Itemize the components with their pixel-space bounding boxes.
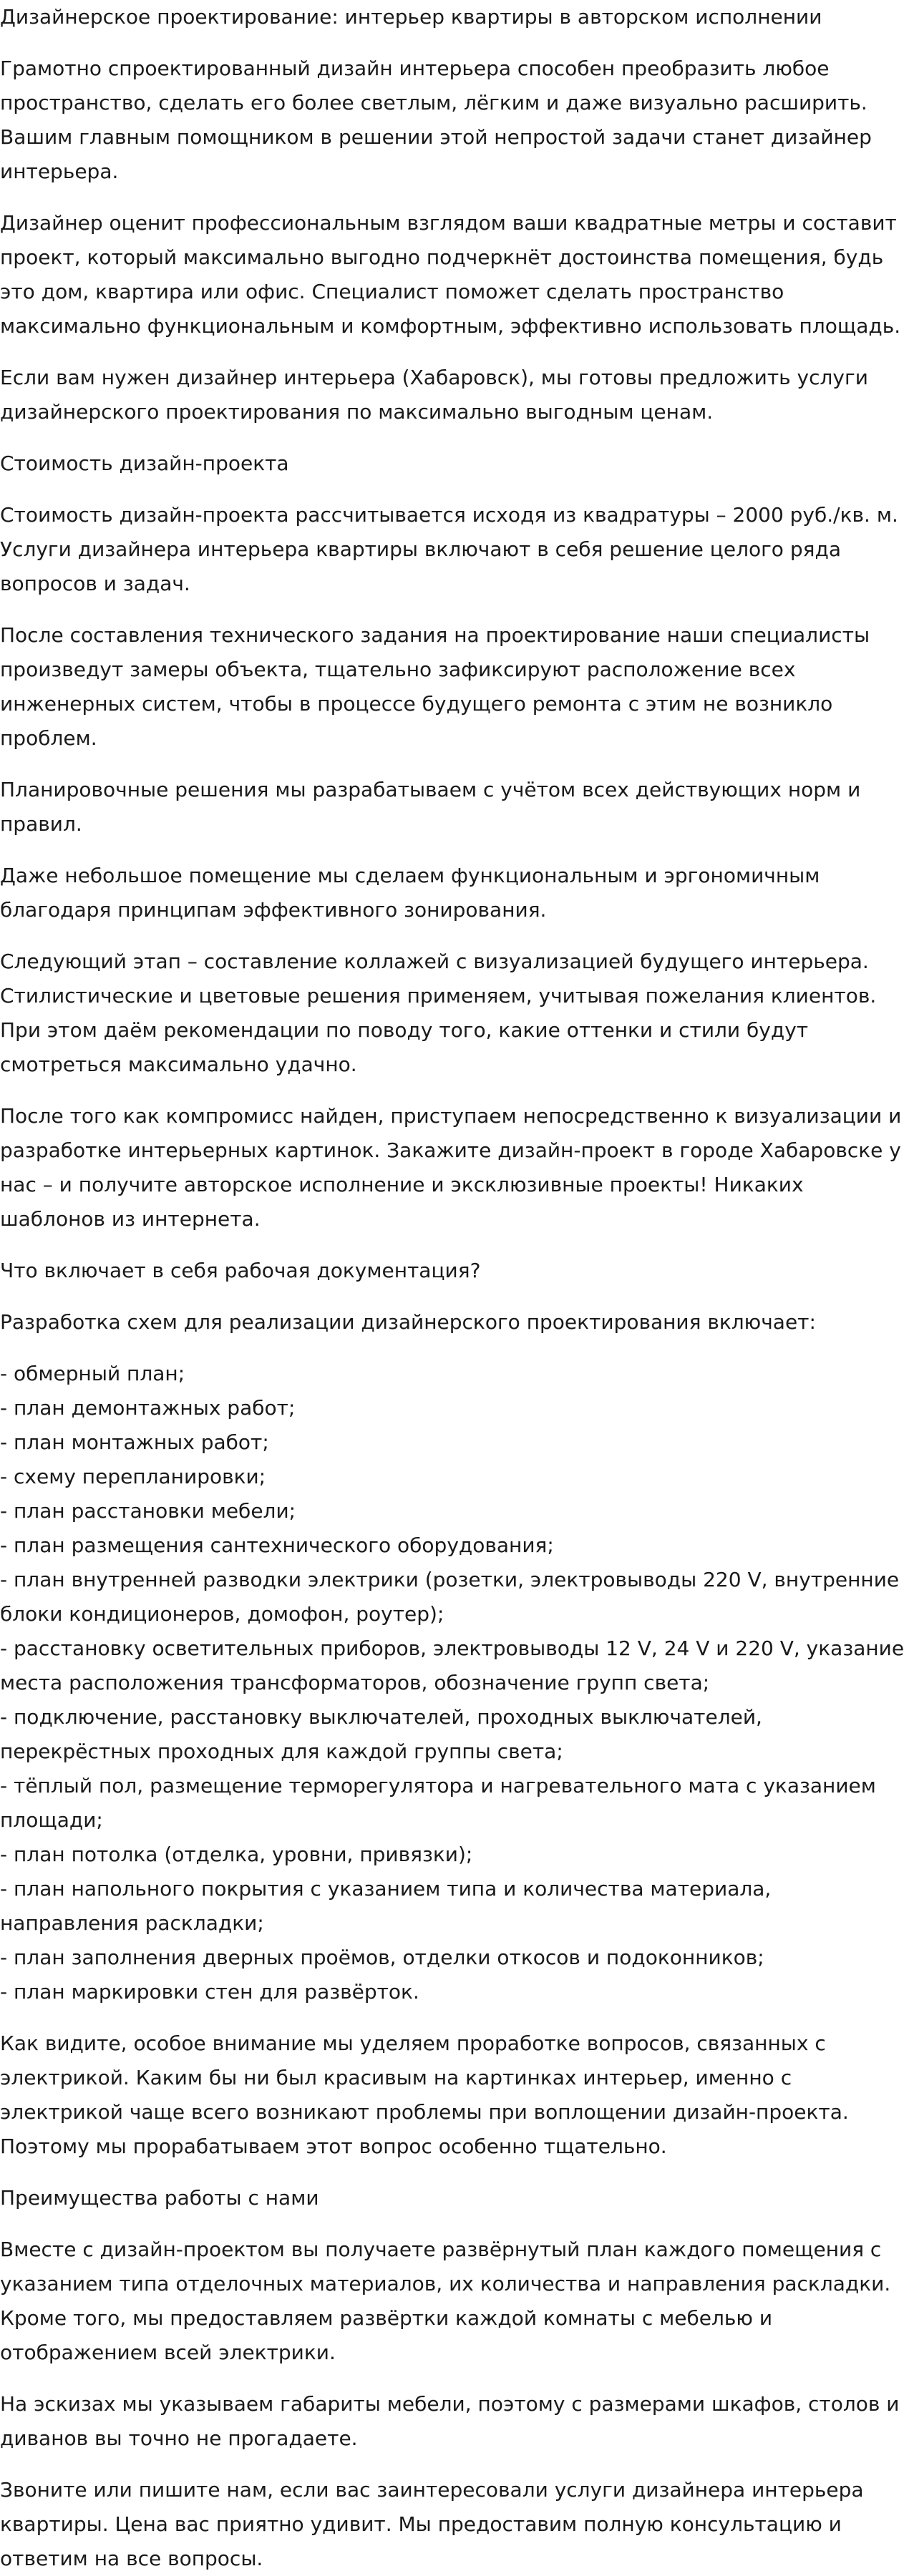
advantages-paragraph-1: Вместе с дизайн-проектом вы получаете развёрнутый план каждого помещения с указанием типа отделочных материалов, их количества и направления раскладки. Кроме того, мы предоставляем развёртки каждой комнаты с мебелью и отображением всей электрики. <box>0 2238 891 2364</box>
list-item: - план напольного покрытия с указанием типа и количества материала, направления раскладки; <box>0 1877 772 1935</box>
list-item: - обмерный план; <box>0 1362 185 1385</box>
intro-paragraph-1: Грамотно спроектированный дизайн интерьера способен преобразить любое пространство, сделать его более светлым, лёгким и даже визуально расширить. Вашим главным помощником в решении этой непростой задачи станет дизайнер интерьера. <box>0 57 872 183</box>
docs-heading: Что включает в себя рабочая документация? <box>0 1259 481 1282</box>
intro-paragraph-3: Если вам нужен дизайнер интерьера (Хабаровск), мы готовы предложить услуги дизайнерского проектирования по максимально выгодным ценам. <box>0 366 868 424</box>
list-item: - план демонтажных работ; <box>0 1396 296 1420</box>
docs-outro: Как видите, особое внимание мы уделяем проработке вопросов, связанных с электрикой. Каким бы ни был красивым на картинках интерьер, именно с электрикой чаще всего возникают проблемы при воплощении дизайн-проекта. Поэтому мы прорабатываем этот вопрос особенно тщательно. <box>0 2031 849 2158</box>
advantages-heading: Преимущества работы с нами <box>0 2186 319 2210</box>
cost-paragraph-4: Даже небольшое помещение мы сделаем функциональным и эргономичным благодаря принципам эффективного зонирования. <box>0 864 820 922</box>
list-item: - план внутренней разводки электрики (розетки, электровыводы 220 V, внутренние блоки кондиционеров, домофон, роутер); <box>0 1568 900 1626</box>
list-item: - план потолка (отделка, уровни, привязки); <box>0 1843 473 1866</box>
list-item: - план размещения сантехнического оборудования; <box>0 1533 554 1557</box>
cost-paragraph-5: Следующий этап – составление коллажей с визуализацией будущего интерьера. Стилистические и цветовые решения применяем, учитывая пожелания клиентов. При этом даём рекомендации по поводу того, какие оттенки и стили будут смотреться максимально удачно. <box>0 950 877 1076</box>
list-item: - расстановку осветительных приборов, электровыводы 12 V, 24 V и 220 V, указание места расположения трансформаторов, обозначение групп света; <box>0 1636 905 1694</box>
docs-list <box>0 1357 909 2009</box>
list-item: - план маркировки стен для развёрток. <box>0 1980 419 2004</box>
list-item: - схему перепланировки; <box>0 1465 266 1488</box>
advantages-paragraph-2: На эскизах мы указываем габариты мебели, поэтому с размерами шкафов, столов и диванов вы точно не прогадаете. <box>0 2392 900 2450</box>
cost-heading: Стоимость дизайн-проекта <box>0 452 289 475</box>
advantages-paragraph-3: Звоните или пишите нам, если вас заинтересовали услуги дизайнера интерьера квартиры. Цена вас приятно удивит. Мы предоставим полную консультацию и ответим на все вопросы. <box>0 2478 864 2570</box>
list-item: - план заполнения дверных проёмов, отделки откосов и подоконников; <box>0 1946 764 1969</box>
list-item: - план расстановки мебели; <box>0 1499 296 1523</box>
list-item: - подключение, расстановку выключателей, проходных выключателей, перекрёстных проходных для каждой группы света; <box>0 1705 762 1763</box>
page-title: Дизайнерское проектирование: интерьер квартиры в авторском исполнении <box>0 5 822 29</box>
intro-paragraph-2: Дизайнер оценит профессиональным взглядом ваши квадратные метры и составит проект, который максимально выгодно подчеркнёт достоинства помещения, будь это дом, квартира или офис. Специалист поможет сделать пространство максимально функциональным и комфортным, эффективно использовать площадь. <box>0 211 901 338</box>
list-item: - тёплый пол, размещение терморегулятора и нагревательного мата с указанием площади; <box>0 1774 876 1832</box>
cost-paragraph-2: После составления технического задания на проектирование наши специалисты произведут замеры объекта, тщательно зафиксируют расположение всех инженерных систем, чтобы в процессе будущего ремонта с этим не возникло проблем. <box>0 623 870 750</box>
cost-paragraph-1: Стоимость дизайн-проекта рассчитывается исходя из квадратуры – 2000 руб./кв. м. Услуги дизайнера интерьера квартиры включают в себя решение целого ряда вопросов и задач. <box>0 503 898 595</box>
list-item: - план монтажных работ; <box>0 1430 269 1454</box>
cost-paragraph-3: Планировочные решения мы разрабатываем с учётом всех действующих норм и правил. <box>0 778 861 836</box>
docs-intro: Разработка схем для реализации дизайнерского проектирования включает: <box>0 1310 816 1334</box>
cost-paragraph-6: После того как компромисс найден, приступаем непосредственно к визуализации и разработке интерьерных картинок. Закажите дизайн-проект в городе Хабаровске у нас – и получите авторское исполнение и эксклюзивные проекты! Никаких шаблонов из интернета. <box>0 1104 902 1231</box>
